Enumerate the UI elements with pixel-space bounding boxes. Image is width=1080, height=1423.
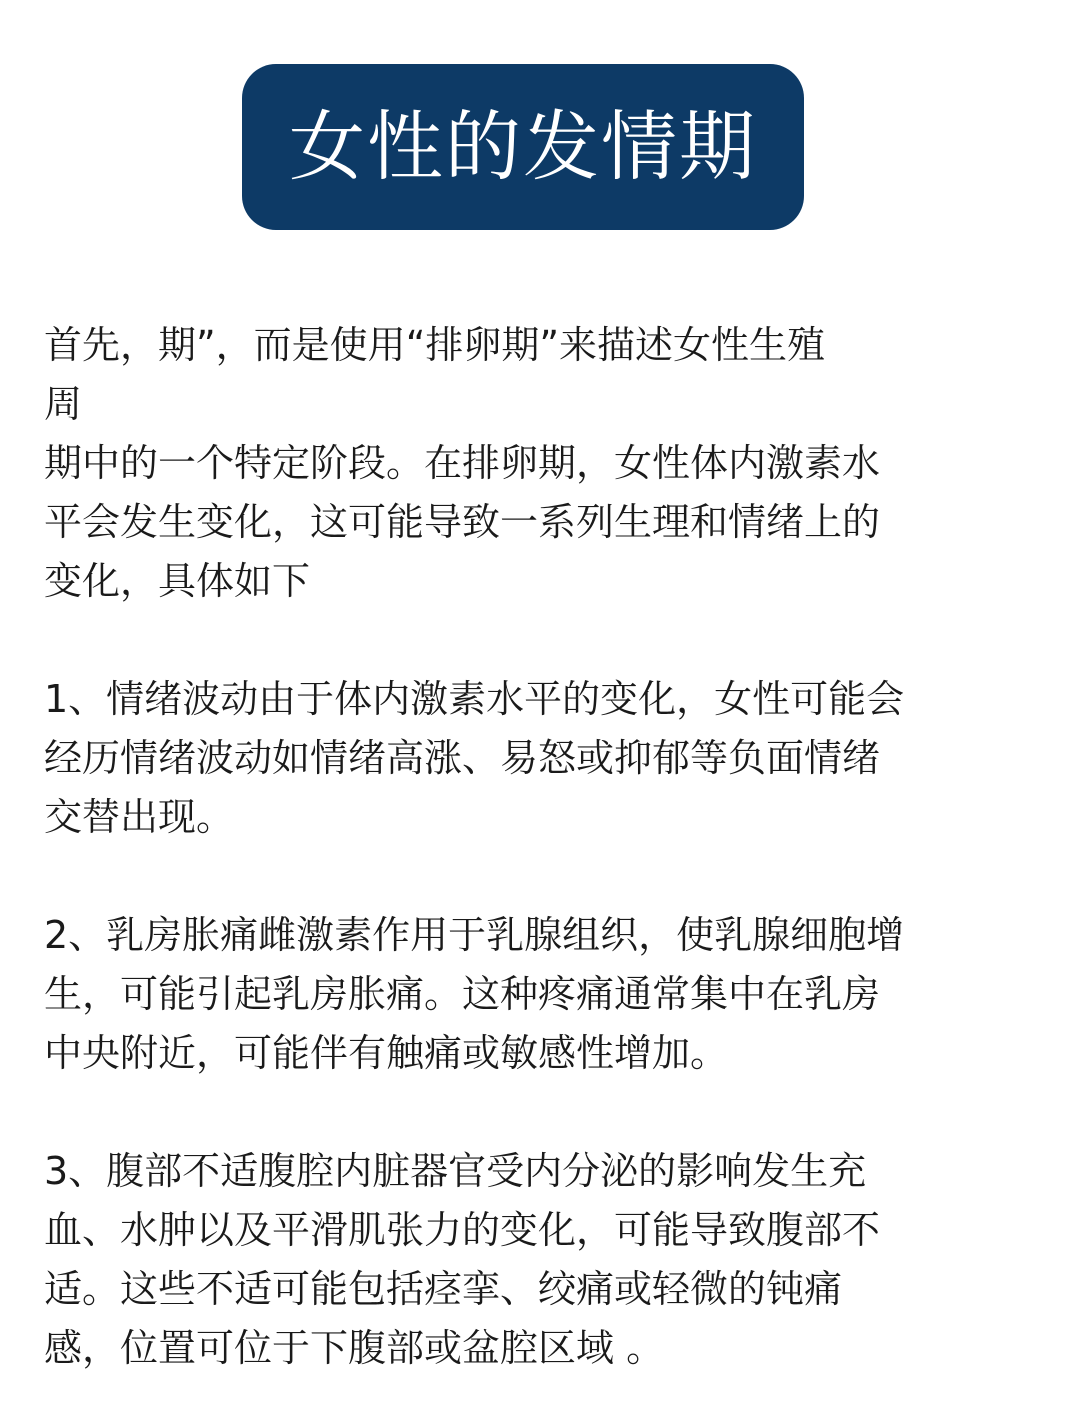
point-2-paragraph xyxy=(44,906,1044,1083)
page-title: 女性的发情期 xyxy=(289,102,757,191)
paragraph-gap xyxy=(44,1083,1044,1142)
text-line: 周 xyxy=(44,382,83,426)
title-banner xyxy=(242,64,804,230)
text-line: 经历情绪波动如情绪高涨、易怒或抑郁等负面情绪 xyxy=(44,736,881,780)
text-line: 变化，具体如下 xyxy=(44,559,311,603)
text-line: 期中的一个特定阶段。在排卵期，女性体内激素水 xyxy=(44,441,881,485)
article-body xyxy=(44,316,1044,1378)
text-line: 交替出现。 xyxy=(44,795,235,839)
paragraph-gap xyxy=(44,611,1044,670)
point-3-paragraph xyxy=(44,1142,1044,1378)
intro-paragraph xyxy=(44,316,1044,611)
text-line: 3、腹部不适腹腔内脏器官受内分泌的影响发生充 xyxy=(44,1149,867,1193)
text-line: 生，可能引起乳房胀痛。这种疼痛通常集中在乳房 xyxy=(44,972,881,1016)
text-line: 首先，期”，而是使用“排卵期”来描述女性生殖 xyxy=(44,323,826,367)
text-line: 感，位置可位于下腹部或盆腔区域 。 xyxy=(44,1326,665,1370)
paragraph-gap xyxy=(44,847,1044,906)
text-line: 适。这些不适可能包括痉挛、绞痛或轻微的钝痛 xyxy=(44,1267,843,1311)
text-line: 1、情绪波动由于体内激素水平的变化，女性可能会 xyxy=(44,677,905,721)
text-line: 中央附近，可能伴有触痛或敏感性增加。 xyxy=(44,1031,729,1075)
point-1-paragraph xyxy=(44,670,1044,847)
text-line: 血、水肿以及平滑肌张力的变化，可能导致腹部不 xyxy=(44,1208,881,1252)
text-line: 平会发生变化，这可能导致一系列生理和情绪上的 xyxy=(44,500,881,544)
text-line: 2、乳房胀痛雌激素作用于乳腺组织，使乳腺细胞增 xyxy=(44,913,905,957)
